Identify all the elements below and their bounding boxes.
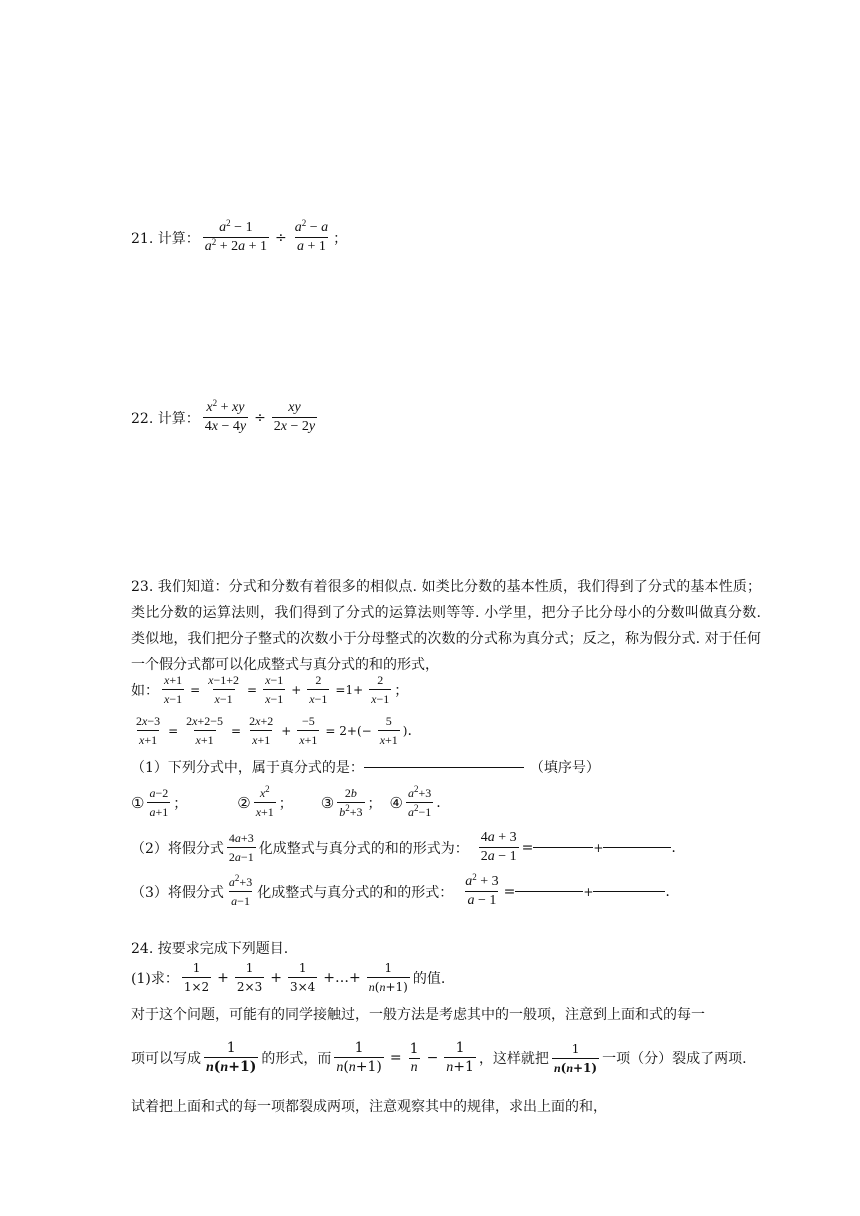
question-22	[131, 400, 320, 435]
answer-blank-2a[interactable]	[533, 847, 593, 848]
q23-example-1: 如： $\frac{x+1}{x-1}$ = $\frac{x-1+2}{x-1}$ = $\frac{x-1}{x-1}$ + $\frac{2}{x-1}$ =1+ $\frac{2}{x-1}$ ；	[131, 673, 409, 706]
part1-suffix: （填序号）	[529, 760, 600, 776]
example2-end: .	[407, 722, 412, 739]
q24-line-4: 试着把上面和式的每一项都裂成两项，注意观察其中的规律，求出上面的和，	[131, 1099, 607, 1115]
divide-sign: ÷	[275, 229, 287, 246]
divide-sign: ÷	[254, 409, 266, 426]
q24-title: 24. 按要求完成下列题目.	[131, 941, 289, 957]
q23-example-2: $\frac{2x-3}{x+1}$ = $\frac{2x+2-5}{x+1}$ = $\frac{2x+2}{x+1}$ + $\frac{-5}{x+1}$ = 2+(− $\frac{5}{x+1}$ ) .	[136, 714, 412, 747]
q24-part1-suffix: 的值.	[412, 970, 446, 987]
q21-fraction-1: $\frac{a^2 - 1}{a^2 + 2a + 1}$	[204, 218, 268, 254]
answer-blank-3a[interactable]	[515, 891, 583, 892]
q22-fraction-1: $\frac{x^2 + xy}{4x - 4y}$	[204, 398, 247, 434]
example1-end: ；	[394, 682, 409, 699]
option-4-fraction: $\frac{a^2+3}{a^2-1}$	[407, 784, 432, 819]
option-1-fraction: $\frac{a-2}{a+1}$	[149, 786, 169, 819]
question-21	[131, 220, 347, 255]
option-1-label: ①	[131, 793, 145, 812]
option-2-label: ②	[237, 793, 251, 812]
answer-blank-3b[interactable]	[593, 891, 665, 892]
q21-end: ；	[333, 230, 348, 247]
q22-fraction-2: $\frac{xy}{2x - 2y}$	[273, 400, 316, 434]
answer-blank-1[interactable]	[364, 767, 524, 768]
q24-line-3: 项可以写成 $\frac{1}{n(n+1)}$ 的形式，而 $\frac{1}{n(n+1)}$ = $\frac{1}{n}$ − $\frac{1}{n+1}$ ，这样就把 $\frac{1}{n(n+1)}$ 一项（分）裂成了两项.	[131, 1040, 747, 1075]
part1-prefix: （1）下列分式中，属于真分式的是：	[131, 760, 364, 776]
q23-intro: 23. 我们知道：分式和分数有着很多的相似点. 如类比分数的基本性质，我们得到了分式的基本性质；类比分数的运算法则，我们得到了分式的运算法则等等. 小学里，把分子比分母小的分数叫做真分数. 类似地，我们把分子整式的次数小于分母整式的次数的分式称为真分式；反之，称为假分式. 对于任何一个假分式都可以化成整式与真分式的和的形式，	[131, 579, 761, 673]
q21-label: 21. 计算：	[131, 230, 200, 247]
part2-prefix: （2）将假分式	[131, 840, 224, 857]
q22-label: 22. 计算：	[131, 410, 200, 427]
option-3-fraction: $\frac{2b}{b^2+3}$	[339, 786, 363, 819]
part2-mid: 化成整式与真分式的和的形式为：	[258, 840, 469, 857]
q23-options: ① $\frac{a-2}{a+1}$ ； ② $\frac{x^2}{x+1}$ ； ③ $\frac{2b}{b^2+3}$ ； ④ $\frac{a^2+3}{a^2-1}$ .	[131, 784, 441, 819]
part3-prefix: （3）将假分式	[131, 884, 224, 901]
part3-mid: 化成整式与真分式的和的形式：	[257, 884, 454, 901]
q21-fraction-2: $\frac{a^2 - a}{a + 1}$	[294, 218, 329, 254]
example-prefix: 如：	[131, 682, 159, 699]
q24-part1-prefix: (1)求：	[131, 970, 179, 987]
option-4-label: ④	[389, 793, 403, 812]
q24-line-2: 对于这个问题，可能有的同学接触过，一般方法是考虑其中的一般项，注意到上面和式的每一	[131, 1007, 705, 1023]
option-2-fraction: $\frac{x^2}{x+1}$	[255, 784, 274, 819]
option-3-label: ③	[320, 793, 335, 812]
q24-part-1: (1)求： $\frac{1}{1\times 2}$ + $\frac{1}{2\times 3}$ + $\frac{1}{3\times 4}$ +…+ $\frac{1}{n(n+1)}$ 的值.	[131, 961, 446, 994]
q23-part-3: （3）将假分式 $\frac{a^2+3}{a-1}$ 化成整式与真分式的和的形式： $\frac{a^2 + 3}{a - 1}$ = + .	[131, 872, 670, 908]
q23-part-1	[131, 757, 600, 777]
answer-blank-2b[interactable]	[603, 847, 671, 848]
q23-part-2: （2）将假分式 $\frac{4a+3}{2a-1}$ 化成整式与真分式的和的形式为： $\frac{4a + 3}{2a - 1}$ = + .	[131, 830, 676, 864]
